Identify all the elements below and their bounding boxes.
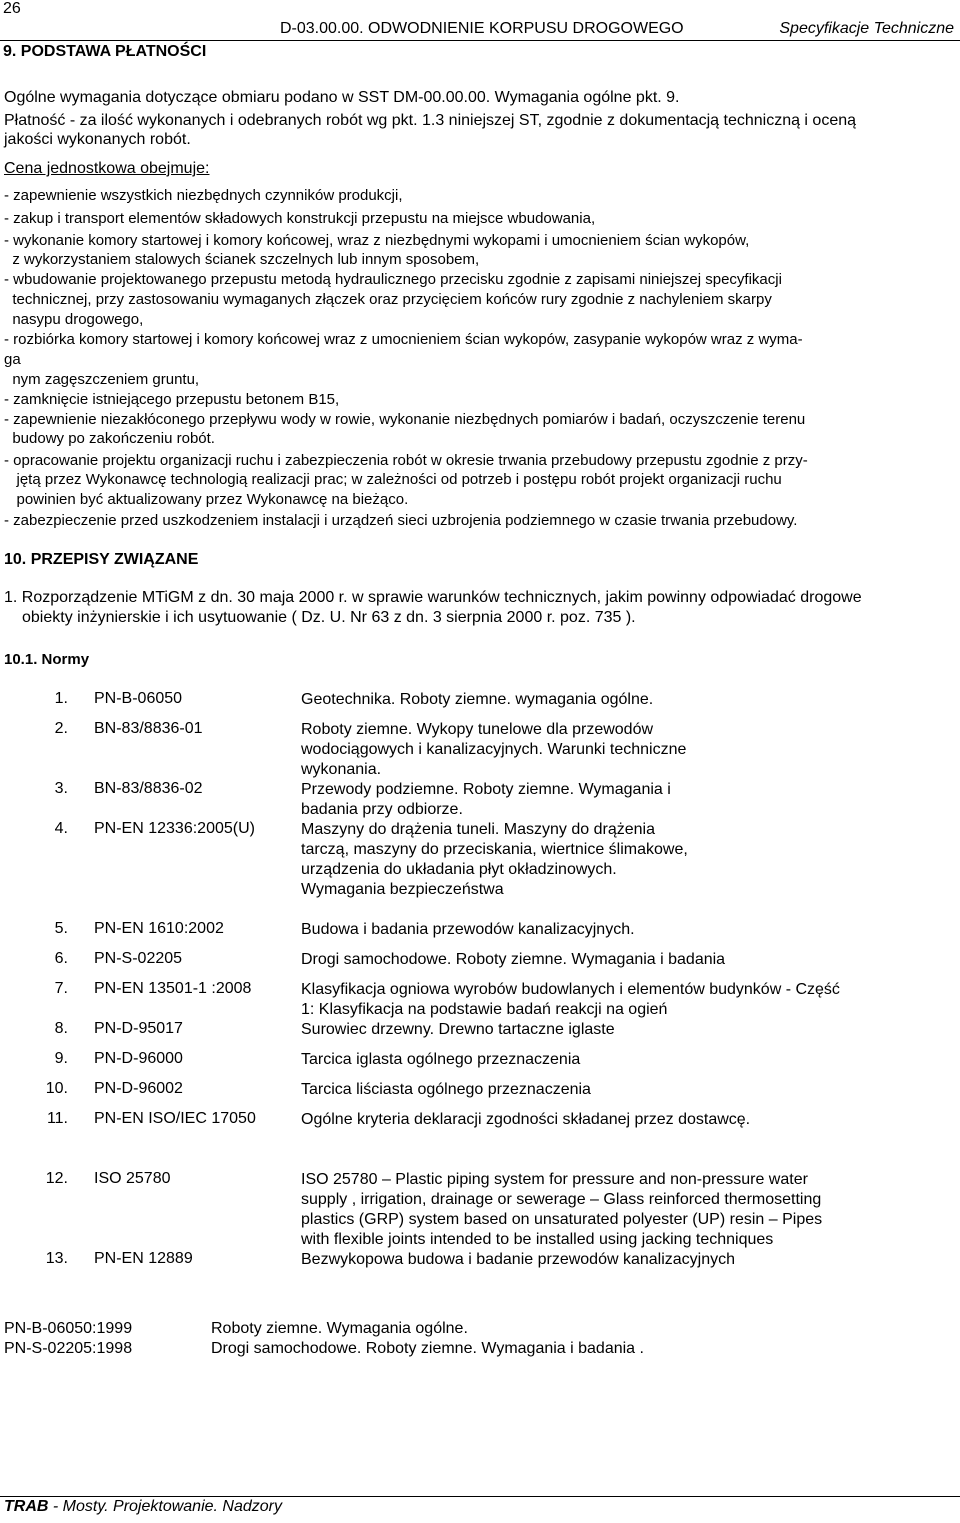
norm-description: ISO 25780 – Plastic piping system for pressure and non-pressure water: [301, 1171, 808, 1188]
norm-number: 10.: [45, 1080, 68, 1097]
scope-line: z wykorzystaniem stalowych ścianek szczelnych lub innym sposobem,: [4, 251, 480, 268]
norm-description: 1: Klasyfikacja na podstawie badań reakcji na ogień: [301, 1001, 668, 1018]
norm-code: ISO 25780: [94, 1170, 171, 1187]
norm-description: Budowa i badania przewodów kanalizacyjnych.: [301, 921, 635, 938]
norm-description: tarczą, maszyny do przeciskania, wiertnice ślimakowe,: [301, 841, 688, 858]
norm-description: Wymagania bezpieczeństwa: [301, 881, 504, 898]
norm-code: PN-D-96000: [94, 1050, 183, 1067]
scope-line: technicznej, przy zastosowaniu wymaganych złączek oraz przycięciem końców rury zgodnie z nachyleniem skarpy: [4, 291, 772, 308]
norm-description: with flexible joints intended to be installed using jacking techniques: [301, 1231, 774, 1248]
norm-description: Roboty ziemne. Wykopy tunelowe dla przewodów: [301, 721, 654, 738]
norm-description: supply , irrigation, drainage or sewerage – Glass reinforced thermosetting: [301, 1191, 822, 1208]
regulation-line-1: 1. Rozporządzenie MTiGM z dn. 30 maja 2000 r. w sprawie warunków technicznych, jakim powinny odpowiadać drogowe: [4, 589, 862, 606]
norm-description: Tarcica liściasta ogólnego przeznaczenia: [301, 1081, 591, 1098]
regulation-line-2: obiekty inżynierskie i ich usytuowanie ( Dz. U. Nr 63 z dn. 3 sierpnia 2000 r. poz. 735 ).: [22, 609, 636, 626]
scope-line: - zakup i transport elementów składowych konstrukcji przepustu na miejsce wbudowania,: [4, 210, 596, 227]
norm-description: Tarcica iglasta ogólnego przeznaczenia: [301, 1051, 581, 1068]
scope-line: nym zagęszczeniem gruntu,: [4, 371, 200, 388]
section-9-title: 9. PODSTAWA PŁATNOŚCI: [3, 43, 207, 60]
norm-number: 9.: [54, 1050, 68, 1067]
norm-description: plastics (GRP) system based on unsaturated polyester (UP) resin – Pipes: [301, 1211, 823, 1228]
norm-number: 11.: [46, 1110, 68, 1127]
norm-number: 5.: [54, 920, 68, 937]
footer-brand: TRAB: [4, 1498, 49, 1515]
header-rule: [0, 40, 960, 41]
scope-line: - zapewnienie wszystkich niezbędnych czynników produkcji,: [4, 187, 403, 204]
scope-line: jętą przez Wykonawcę technologią realizacji prac; w zależności od potrzeb i postępu robót projekt organizacji ruchu: [4, 471, 782, 488]
norm-description: Bezwykopowa budowa i badanie przewodów kanalizacyjnych: [301, 1251, 736, 1268]
norm-code: PN-EN 13501-1 :2008: [94, 980, 252, 997]
footer-text: - Mosty. Projektowanie. Nadzory: [48, 1498, 282, 1515]
norm-description: Surowiec drzewny. Drewno tartaczne iglaste: [301, 1021, 615, 1038]
norm-description: Klasyfikacja ogniowa wyrobów budowlanych i elementów budynków - Część: [301, 981, 840, 998]
norm-description: Drogi samochodowe. Roboty ziemne. Wymagania i badania: [301, 951, 726, 968]
norm-description: wodociągowych i kanalizacyjnych. Warunki techniczne: [301, 741, 687, 758]
scope-line: - zamknięcie istniejącego przepustu betonem B15,: [4, 391, 340, 408]
norm-description: wykonania.: [301, 761, 382, 778]
norm-number: 3.: [54, 780, 68, 797]
norm-description: Maszyny do drążenia tuneli. Maszyny do drążenia: [301, 821, 655, 838]
scope-line: - rozbiórka komory startowej i komory końcowej wraz z umocnieniem ścian wykopów, zasypanie wykopów wraz z wyma-: [4, 331, 803, 348]
norm-number: 4.: [54, 820, 68, 837]
norm-description: Ogólne kryteria deklaracji zgodności składanej przez dostawcę.: [301, 1111, 751, 1128]
norm-number: 7.: [54, 980, 68, 997]
norm-code: BN-83/8836-02: [94, 780, 203, 797]
scope-line: - zabezpieczenie przed uszkodzeniem instalacji i urządzeń sieci uzbrojenia podziemnego w czasie trwania przebudowy.: [4, 512, 798, 529]
norm-description: Przewody podziemne. Roboty ziemne. Wymagania i: [301, 781, 671, 798]
norm-code: PN-EN 1610:2002: [94, 920, 224, 937]
scope-line: ga: [4, 351, 21, 368]
scope-line: powinien być aktualizowany przez Wykonawcę na bieżąco.: [4, 491, 409, 508]
section-9-payment-line-1: Płatność - za ilość wykonanych i odebranych robót wg pkt. 1.3 niniejszej ST, zgodnie z dokumentacją techniczną i oceną: [4, 112, 857, 129]
norm-number: 6.: [54, 950, 68, 967]
norm-code: PN-EN 12336:2005(U): [94, 820, 255, 837]
scope-line: - opracowanie projektu organizacji ruchu i zabezpieczenia robót w okresie trwania przebudowy przepustu zgodnie z przy-: [4, 452, 808, 469]
header-doc-type: Specyfikacje Techniczne: [779, 20, 954, 37]
footer: [4, 1498, 282, 1516]
footer-rule: [0, 1496, 960, 1497]
scope-line: - zapewnienie niezakłóconego przepływu wody w rowie, wykonanie niezbędnych pomiarów i badań, oczyszczenie terenu: [4, 411, 806, 428]
norm-description: Geotechnika. Roboty ziemne. wymagania ogólne.: [301, 691, 654, 708]
scope-line: budowy po zakończeniu robót.: [4, 430, 215, 447]
extra-norm-code: PN-B-06050:1999: [4, 1320, 133, 1337]
scope-line: nasypu drogowego,: [4, 311, 144, 328]
document-code: D-03.00.00. ODWODNIENIE KORPUSU DROGOWEGO: [280, 20, 684, 37]
norm-description: urządzenia do układania płyt okładzinowych.: [301, 861, 617, 878]
norm-number: 2.: [54, 720, 68, 737]
norm-number: 8.: [54, 1020, 68, 1037]
extra-norm-code: PN-S-02205:1998: [4, 1340, 133, 1357]
section-9-payment-line-2: jakości wykonanych robót.: [4, 131, 191, 148]
norm-number: 13.: [45, 1250, 68, 1267]
norm-number: 12.: [45, 1170, 68, 1187]
norm-number: 1.: [54, 690, 68, 707]
norm-code: PN-D-96002: [94, 1080, 183, 1097]
norm-code: PN-EN ISO/IEC 17050: [94, 1110, 256, 1127]
scope-line: - wbudowanie projektowanego przepustu metodą hydraulicznego przecisku zgodnie z zapisami niniejszej specyfikacji: [4, 271, 782, 288]
scope-line: - wykonanie komory startowej i komory końcowej, wraz z niezbędnymi wykopami i umocnieniem ścian wykopów,: [4, 232, 750, 249]
norm-code: PN-D-95017: [94, 1020, 183, 1037]
unit-price-label: Cena jednostkowa obejmuje:: [4, 160, 210, 177]
extra-norm-desc: Roboty ziemne. Wymagania ogólne.: [211, 1320, 468, 1337]
norm-description: badania przy odbiorze.: [301, 801, 463, 818]
norms-title: 10.1. Normy: [4, 651, 90, 668]
section-10-title: 10. PRZEPISY ZWIĄZANE: [4, 551, 199, 568]
norm-code: PN-S-02205: [94, 950, 183, 967]
norm-code: PN-EN 12889: [94, 1250, 193, 1267]
norm-code: BN-83/8836-01: [94, 720, 203, 737]
page-number: 26: [3, 0, 21, 17]
extra-norm-desc: Drogi samochodowe. Roboty ziemne. Wymagania i badania .: [211, 1340, 644, 1357]
section-9-general: Ogólne wymagania dotyczące obmiaru podano w SST DM-00.00.00. Wymagania ogólne pkt. 9.: [4, 89, 680, 106]
norm-code: PN-B-06050: [94, 690, 183, 707]
